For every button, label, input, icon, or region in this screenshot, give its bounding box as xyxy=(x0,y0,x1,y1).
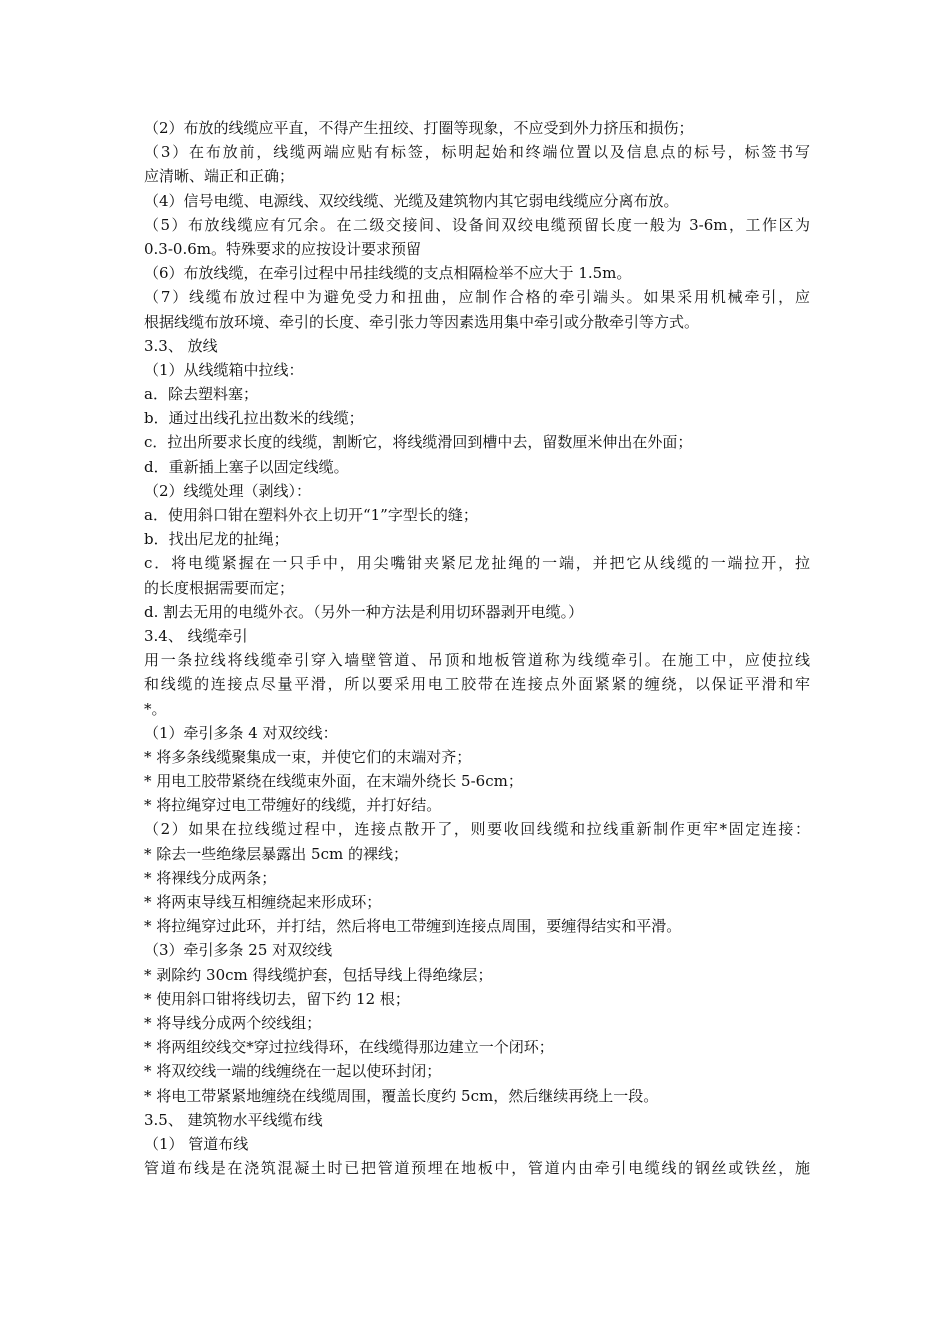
text-line: （2）线缆处理（剥线）： xyxy=(144,481,312,500)
text-line: b．找出尼龙的扯绳； xyxy=(144,530,289,549)
text-line: * 将裸线分成两条； xyxy=(144,868,277,887)
document-body xyxy=(144,116,810,1180)
text-line: b．通过出线孔拉出数米的线缆； xyxy=(144,409,364,428)
text-line: （1）牵引多条 4 对双绞线： xyxy=(144,723,338,742)
text-line: （5）布放线缆应有冗余。在二级交接间、设备间双绞电缆预留长度一般为 3-6m，工作区为 xyxy=(144,215,810,234)
text-line: * 将电工带紧紧地缠绕在线缆周围，覆盖长度约 5cm，然后继续再绕上一段。 xyxy=(144,1086,659,1105)
text-line: 3.5、 建筑物水平线缆布线 xyxy=(144,1110,323,1129)
text-line: a．除去塑料塞； xyxy=(144,385,258,404)
text-line: 管道布线是在浇筑混凝土时已把管道预埋在地板中，管道内由牵引电缆线的钢丝或铁丝，施 xyxy=(144,1159,810,1178)
text-line: * 除去一些绝缘层暴露出 5cm 的裸线； xyxy=(144,844,408,863)
text-line: （1） 管道布线 xyxy=(144,1134,249,1153)
text-line: （4）信号电缆、电源线、双绞线缆、光缆及建筑物内其它弱电线缆应分离布放。 xyxy=(144,191,679,210)
text-line: * 用电工胶带紧绕在线缆束外面，在末端外绕长 5-6cm； xyxy=(144,772,523,791)
text-line: d．重新插上塞子以固定线缆。 xyxy=(144,457,349,476)
text-line: * 将多条线缆聚集成一束，并使它们的末端对齐； xyxy=(144,747,472,766)
text-line: （6）布放线缆，在牵引过程中吊挂线缆的支点相隔检举不应大于 1.5m。 xyxy=(144,264,632,283)
text-line: （3）在布放前，线缆两端应贴有标签，标明起始和终端位置以及信息点的标号，标签书写 xyxy=(144,143,810,162)
text-line: c．将电缆紧握在一只手中，用尖嘴钳夹紧尼龙扯绳的一端，并把它从线缆的一端拉开，拉 xyxy=(144,554,810,573)
text-line: * 将拉绳穿过电工带缠好的线缆，并打好结。 xyxy=(144,796,442,815)
text-line: （1）从线缆箱中拉线： xyxy=(144,360,304,379)
text-line: * 使用斜口钳将线切去，留下约 12 根； xyxy=(144,989,410,1008)
text-line: d. 割去无用的电缆外衣。（另外一种方法是利用切环器剥开电缆。） xyxy=(144,602,584,621)
text-line: 和线缆的连接点尽量平滑，所以要采用电工胶带在连接点外面紧紧的缠绕，以保证平滑和牢 xyxy=(144,675,810,694)
text-line: c．拉出所要求长度的线缆，割断它，将线缆滑回到槽中去，留数厘米伸出在外面； xyxy=(144,433,693,452)
text-line: 根据线缆布放环境、牵引的长度、牵引张力等因素选用集中牵引或分散牵引等方式。 xyxy=(144,312,700,331)
text-line: * 将两组绞线交*穿过拉线得环，在线缆得那边建立一个闭环； xyxy=(144,1038,554,1057)
text-line: * 剥除约 30cm 得线缆护套，包括导线上得绝缘层； xyxy=(144,965,493,984)
text-line: * 将拉绳穿过此环，并打结，然后将电工带缠到连接点周围，要缠得结实和平滑。 xyxy=(144,917,682,936)
text-line: （2）布放的线缆应平直，不得产生扭绞、打圈等现象，不应受到外力挤压和损伤； xyxy=(144,119,694,137)
text-line: 用一条拉线将线缆牵引穿入墙壁管道、吊顶和地板管道称为线缆牵引。在施工中，应使拉线 xyxy=(144,651,810,670)
text-line: （3）牵引多条 25 对双绞线 xyxy=(144,941,333,960)
text-line: 应清晰、端正和正确； xyxy=(144,167,295,186)
text-line: * 将两束导线互相缠绕起来形成环； xyxy=(144,893,382,911)
text-line: * 将导线分成两个绞线组； xyxy=(144,1013,322,1032)
text-line: （7）线缆布放过程中为避免受力和扭曲，应制作合格的牵引端头。如果采用机械牵引，应 xyxy=(144,288,810,307)
text-line: 的长度根据需要而定； xyxy=(144,578,295,597)
text-line: （2）如果在拉线缆过程中，连接点散开了，则要收回线缆和拉线重新制作更牢*固定连接： xyxy=(144,820,810,839)
text-line: *。 xyxy=(144,699,167,718)
text-line: 3.3、 放线 xyxy=(144,336,218,355)
text-line: 0.3-0.6m。特殊要求的应按设计要求预留 xyxy=(144,239,422,258)
text-line: a．使用斜口钳在塑料外衣上切开“1”字型长的缝； xyxy=(144,506,478,524)
text-line: 3.4、 线缆牵引 xyxy=(144,626,248,645)
text-line: * 将双绞线一端的线缠绕在一起以使环封闭； xyxy=(144,1062,442,1081)
